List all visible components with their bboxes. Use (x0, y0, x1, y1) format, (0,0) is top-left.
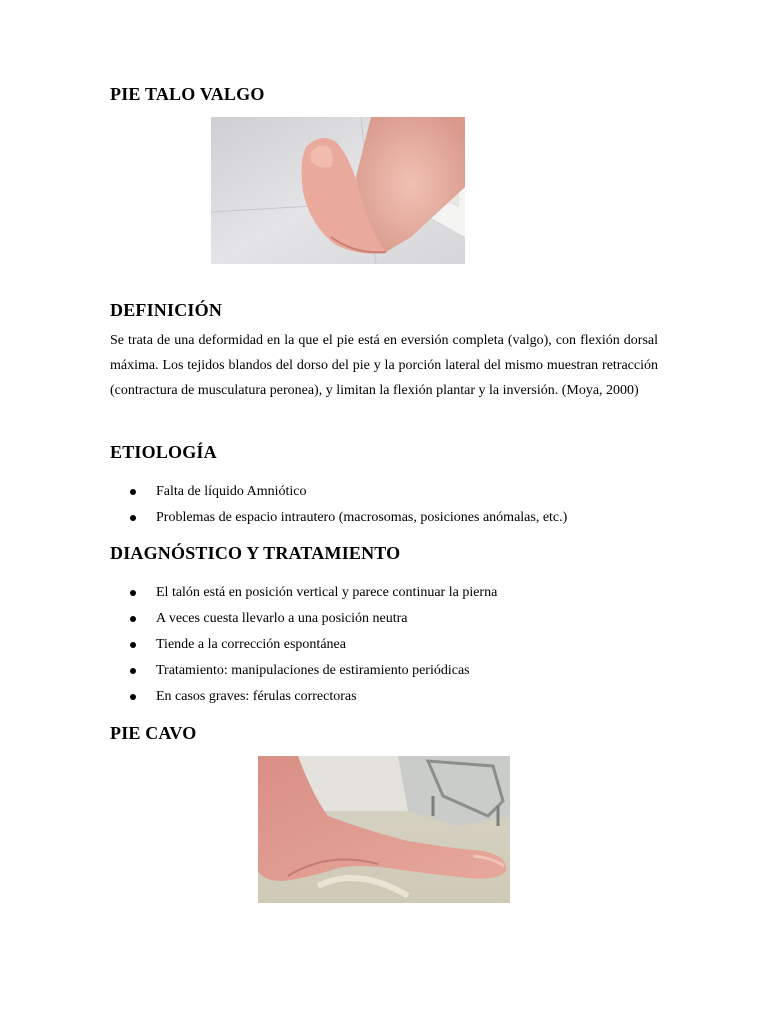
list-item: Falta de líquido Amniótico (110, 479, 567, 505)
definicion-paragraph: Se trata de una deformidad en la que el pie está en eversión completa (valgo), con flexión dorsal máxima. Los tejidos blandos del dorso del pie y la porción lateral del mismo muestran retracción (contractura de musculatura peronea), y limitan la flexión plantar y la inversión. (Moya, 2000) (110, 333, 658, 398)
list-item: Tratamiento: manipulaciones de estiramiento periódicas (110, 658, 497, 684)
heading-definicion: DEFINICIÓN (110, 300, 223, 320)
heading-pie-talo-valgo: PIE TALO VALGO (110, 84, 265, 104)
bullet-icon (130, 694, 136, 700)
bullet-icon (130, 590, 136, 596)
bullet-icon (130, 616, 136, 622)
heading-etiologia: ETIOLOGÍA (110, 442, 217, 462)
etiologia-list (110, 479, 567, 531)
list-item: A veces cuesta llevarlo a una posición neutra (110, 606, 497, 632)
list-item: En casos graves: férulas correctoras (110, 684, 497, 710)
photo-talo-valgo (211, 117, 465, 264)
bullet-icon (130, 515, 136, 521)
heading-pie-cavo: PIE CAVO (110, 723, 197, 743)
bullet-icon (130, 668, 136, 674)
heading-diagnostico: DIAGNÓSTICO Y TRATAMIENTO (110, 543, 401, 563)
diagnostico-list (110, 580, 497, 710)
list-item: El talón está en posición vertical y parece continuar la pierna (110, 580, 497, 606)
photo-pie-cavo (258, 756, 510, 903)
bullet-icon (130, 642, 136, 648)
list-item: Tiende a la corrección espontánea (110, 632, 497, 658)
list-item: Problemas de espacio intrautero (macrosomas, posiciones anómalas, etc.) (110, 505, 567, 531)
bullet-icon (130, 489, 136, 495)
